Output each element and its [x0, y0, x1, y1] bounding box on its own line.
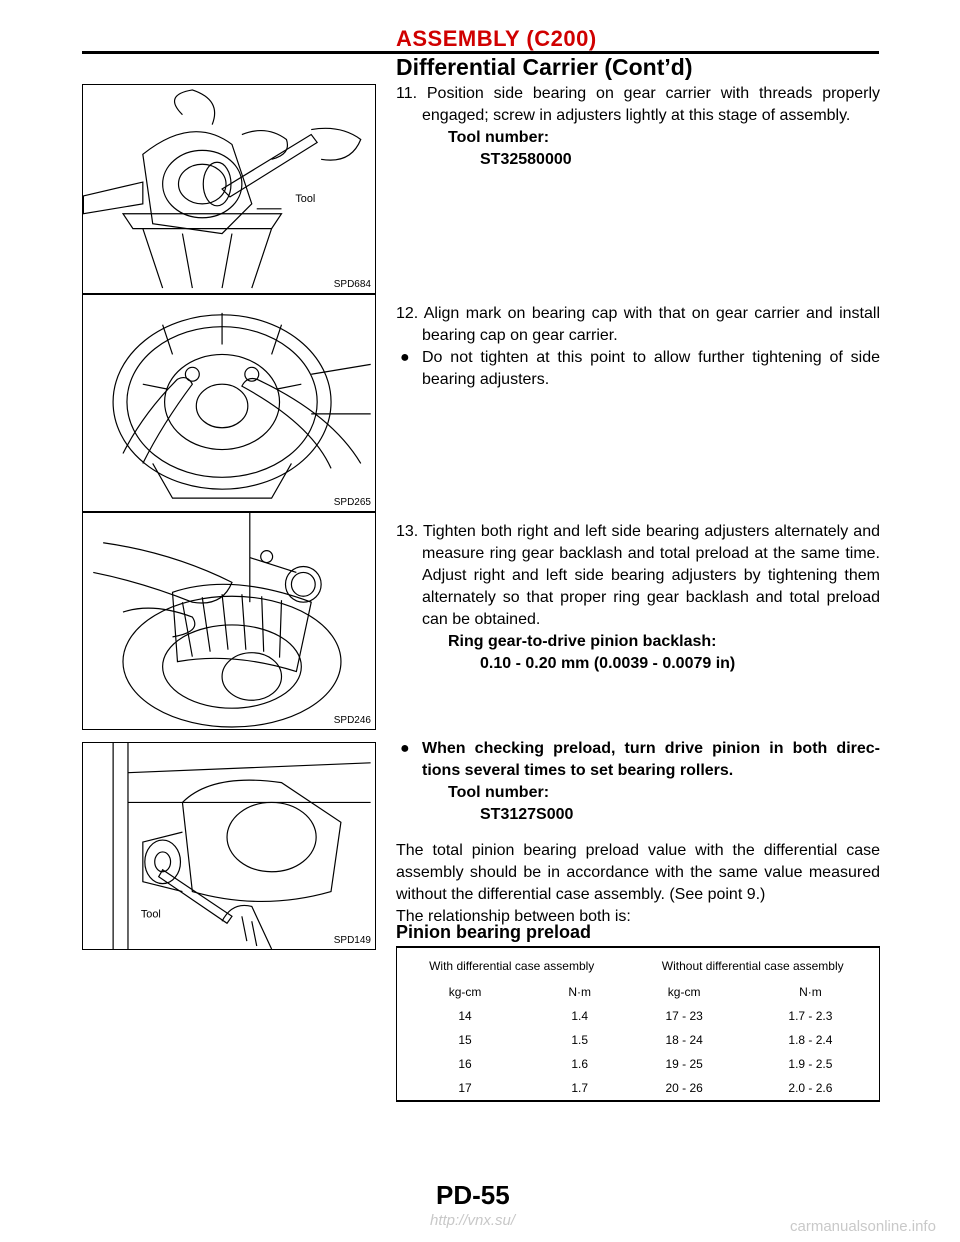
- table-cell: 1.7: [571, 1081, 589, 1095]
- table-cell: 1.7 - 2.3: [788, 1009, 833, 1023]
- figure-side-bearing-tool: [82, 84, 376, 294]
- illustration-backlash-measure: [83, 513, 375, 729]
- table-unit: N·m: [568, 985, 592, 999]
- table-row: [397, 1028, 880, 1052]
- backlash-spec-value: 0.10 - 0.20 mm (0.0039 - 0.0079 in): [480, 655, 736, 672]
- tool-callout: Tool: [140, 908, 161, 921]
- table-unit-header: [397, 980, 880, 1004]
- preload-table: [396, 946, 880, 1102]
- step-13-text: 13. Tighten both right and left side bearing adjusters alternately and measure ring gear backlash and total preload at the same time. Adjust right and left side bearing adjusters by tightening them alternately so that proper ring gear backlash and total preload can be obtained.: [396, 523, 880, 628]
- table-cell: 1.5: [571, 1033, 589, 1047]
- illustration-differential-with-tool: [83, 85, 375, 293]
- table-cell: 18 - 24: [665, 1033, 703, 1047]
- table-unit: kg-cm: [448, 985, 482, 999]
- step-12: [396, 303, 880, 391]
- section-title: ASSEMBLY (C200): [396, 26, 597, 51]
- step-11-text: 11. Position side bearing on gear carrier with threads properly engaged; screw in adjusters lightly at this stage of assembly.: [396, 85, 880, 124]
- step-13: [396, 521, 880, 675]
- step-11: [396, 83, 880, 171]
- preload-note: [396, 738, 880, 928]
- table-row: [397, 1076, 880, 1101]
- table-cell: 1.6: [571, 1057, 589, 1071]
- table-header: With differential case assembly: [429, 959, 595, 973]
- step-12-note: [396, 347, 880, 391]
- table-cell: 2.0 - 2.6: [788, 1081, 833, 1095]
- preload-relationship: The relationship between both is:: [396, 908, 631, 925]
- watermark: carmanualsonline.info: [790, 1218, 936, 1235]
- step-12-note-text: Do not tighten at this point to allow further tightening of side bearing adjusters.: [422, 349, 880, 388]
- table-header: Without differential case assembly: [661, 959, 844, 973]
- illustration-bearing-cap-install: [83, 295, 375, 511]
- table-unit: kg-cm: [667, 985, 701, 999]
- table-cell: 14: [458, 1009, 472, 1023]
- table-cell: 20 - 26: [665, 1081, 703, 1095]
- table-cell: 17: [458, 1081, 472, 1095]
- figure-code: SPD265: [333, 497, 371, 508]
- figure-backlash-dial: [82, 512, 376, 730]
- step-12-text: 12. Align mark on bearing cap with that on gear carrier and install bearing cap on gear carrier.: [396, 305, 880, 344]
- tool-number-label: Tool number:: [448, 784, 550, 801]
- tool-number-value: ST3127S000: [480, 806, 574, 823]
- table-cell: 19 - 25: [665, 1057, 703, 1071]
- figure-preload-tool: [82, 742, 376, 950]
- tool-number-label: Tool number:: [448, 129, 550, 146]
- table-cell: 17 - 23: [665, 1009, 703, 1023]
- table-group-header: [397, 947, 880, 980]
- table-row: [397, 1052, 880, 1076]
- preload-warning-text: When checking preload, turn drive pinion in both direc- tions several times to set bearing rollers.: [422, 740, 880, 779]
- figure-code: SPD684: [333, 279, 371, 290]
- table-row: [397, 1004, 880, 1028]
- figure-code: SPD149: [333, 935, 371, 946]
- tool-callout: Tool: [295, 192, 316, 205]
- tool-number-value: ST32580000: [480, 151, 572, 168]
- page-number: PD-55: [436, 1180, 510, 1210]
- table-unit: N·m: [799, 985, 822, 999]
- figure-code: SPD246: [333, 715, 371, 726]
- table-cell: 1.4: [571, 1009, 589, 1023]
- table-cell: 16: [458, 1057, 472, 1071]
- figure-bearing-cap: [82, 294, 376, 512]
- footer-url[interactable]: http://vnx.su/: [430, 1212, 516, 1229]
- page-subtitle: Differential Carrier (Cont’d): [396, 54, 693, 80]
- preload-paragraph: The total pinion bearing preload value with the differential case assembly should be in accordance with the same value measured without the differential case assembly. (See point 9.): [396, 842, 880, 903]
- table-title: Pinion bearing preload: [396, 922, 592, 942]
- bullet-icon: ●: [400, 740, 410, 757]
- table-cell: 1.9 - 2.5: [788, 1057, 833, 1071]
- table-cell: 1.8 - 2.4: [788, 1033, 833, 1047]
- backlash-spec-label: Ring gear-to-drive pinion backlash:: [448, 633, 717, 650]
- bullet-icon: ●: [400, 349, 410, 366]
- preload-warning: [396, 738, 880, 782]
- table-cell: 15: [458, 1033, 472, 1047]
- illustration-pinion-preload: [83, 743, 375, 949]
